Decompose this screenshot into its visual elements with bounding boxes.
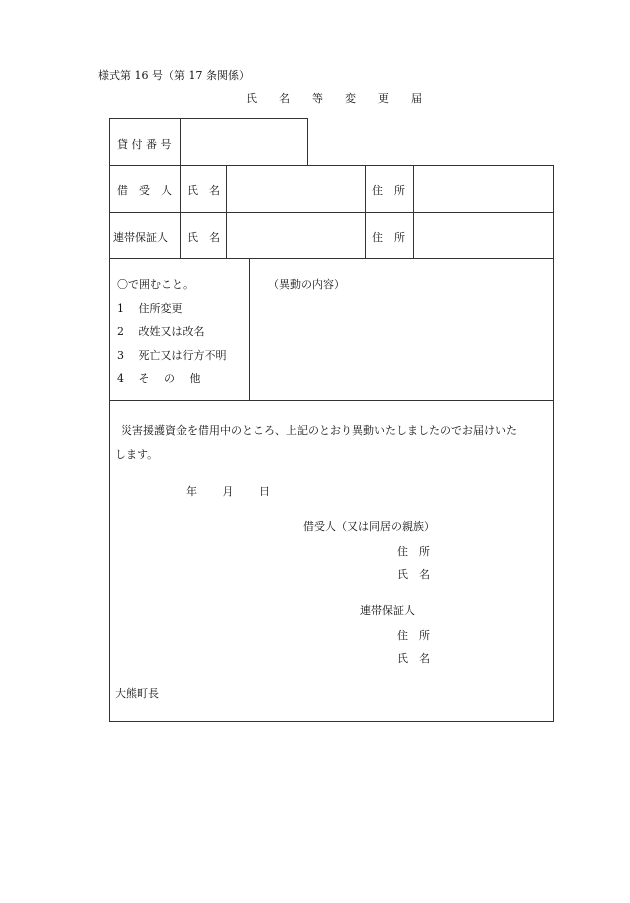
change-option-4[interactable]: 4 そ の 他 <box>117 372 201 385</box>
borrower-address-field[interactable] <box>415 167 552 210</box>
borrower-address-label: 住 所 <box>372 184 405 197</box>
change-content-field[interactable] <box>251 294 552 398</box>
guarantor-signature-name[interactable]: 氏 名 <box>397 652 430 665</box>
borrower-signature-heading: 借受人（又は同居の親族） <box>303 520 435 533</box>
date-label[interactable]: 年 月 日 <box>186 485 270 498</box>
borrower-role-label: 借 受 人 <box>117 184 172 197</box>
guarantor-name-label: 氏 名 <box>187 231 220 244</box>
guarantor-signature-heading: 連帯保証人 <box>360 604 415 617</box>
change-instruction: 〇で囲むこと。 <box>117 278 194 291</box>
borrower-signature-name[interactable]: 氏 名 <box>397 568 430 581</box>
change-option-1[interactable]: 1 住所変更 <box>117 302 183 315</box>
loan-number-label: 貸 付 番 号 <box>117 138 172 151</box>
statement-line-2: します。 <box>115 448 159 461</box>
change-option-2[interactable]: 2 改姓又は改名 <box>117 325 205 338</box>
borrower-signature-address[interactable]: 住 所 <box>397 545 430 558</box>
change-option-3[interactable]: 3 死亡又は行方不明 <box>117 349 227 362</box>
guarantor-signature-address[interactable]: 住 所 <box>397 629 430 642</box>
borrower-name-field[interactable] <box>228 167 363 210</box>
statement-line-1: 災害援護資金を借用中のところ、上記のとおり異動いたしましたのでお届けいた <box>121 424 517 437</box>
recipient: 大熊町長 <box>115 687 159 700</box>
form-number: 様式第 16 号（第 17 条関係） <box>98 69 250 82</box>
guarantor-name-field[interactable] <box>228 214 363 256</box>
guarantor-address-label: 住 所 <box>372 231 405 244</box>
borrower-name-label: 氏 名 <box>187 184 220 197</box>
guarantor-address-field[interactable] <box>415 214 552 256</box>
guarantor-role-label: 連帯保証人 <box>113 231 168 244</box>
form-title: 氏 名 等 変 更 届 <box>246 92 422 105</box>
change-content-label: （異動の内容） <box>268 278 345 291</box>
